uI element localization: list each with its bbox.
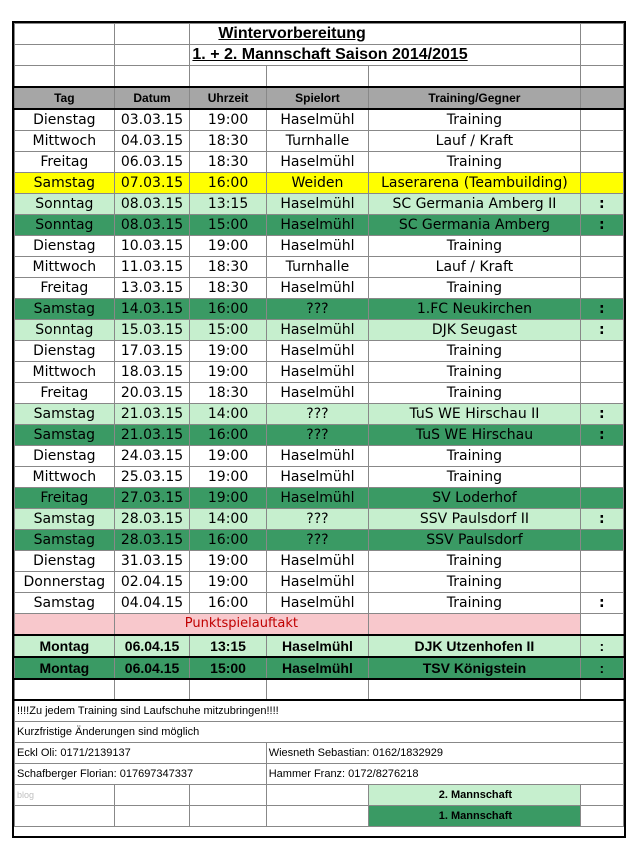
mark-cell bbox=[580, 361, 623, 382]
day-cell: Samstag bbox=[15, 403, 115, 424]
date-cell: 25.03.15 bbox=[114, 466, 190, 487]
venue-cell: ??? bbox=[266, 298, 368, 319]
date-cell: 02.04.15 bbox=[114, 571, 190, 592]
opponent-cell: SV Loderhof bbox=[369, 487, 581, 508]
punktspiel-pad bbox=[369, 613, 581, 635]
day-cell: Sonntag bbox=[15, 214, 115, 235]
time-cell: 16:00 bbox=[190, 298, 266, 319]
date-cell: 06.04.15 bbox=[114, 635, 190, 657]
mark-cell bbox=[580, 256, 623, 277]
venue-cell: Haselmühl bbox=[266, 151, 368, 172]
mark-cell bbox=[580, 445, 623, 466]
time-cell: 14:00 bbox=[190, 403, 266, 424]
day-cell: Sonntag bbox=[15, 319, 115, 340]
contact-hammer: Hammer Franz: 0172/8276218 bbox=[266, 763, 623, 784]
date-cell: 06.04.15 bbox=[114, 657, 190, 679]
date-cell: 08.03.15 bbox=[114, 214, 190, 235]
schedule-row bbox=[15, 487, 624, 508]
day-cell: Dienstag bbox=[15, 235, 115, 256]
schedule-row bbox=[15, 193, 624, 214]
contact-eckl: Eckl Oli: 0171/2139137 bbox=[15, 742, 267, 763]
schedule-row bbox=[15, 529, 624, 550]
legend-row bbox=[15, 805, 624, 826]
time-cell: 18:30 bbox=[190, 151, 266, 172]
opponent-cell: TuS WE Hirschau bbox=[369, 424, 581, 445]
venue-cell: Haselmühl bbox=[266, 382, 368, 403]
opponent-cell: Training bbox=[369, 340, 581, 361]
venue-cell: Haselmühl bbox=[266, 277, 368, 298]
punktspiel-pad bbox=[15, 613, 115, 635]
venue-cell: Haselmühl bbox=[266, 487, 368, 508]
venue-cell: Haselmühl bbox=[266, 635, 368, 657]
mark-cell: : bbox=[580, 657, 623, 679]
date-cell: 07.03.15 bbox=[114, 172, 190, 193]
date-cell: 06.03.15 bbox=[114, 151, 190, 172]
schedule-row bbox=[15, 361, 624, 382]
opponent-cell: Training bbox=[369, 382, 581, 403]
mark-cell: : bbox=[580, 424, 623, 445]
schedule-row bbox=[15, 424, 624, 445]
venue-cell: Turnhalle bbox=[266, 130, 368, 151]
date-cell: 03.03.15 bbox=[114, 109, 190, 131]
time-cell: 16:00 bbox=[190, 424, 266, 445]
day-cell: Samstag bbox=[15, 298, 115, 319]
date-cell: 20.03.15 bbox=[114, 382, 190, 403]
contact-wiesneth: Wiesneth Sebastian: 0162/1832929 bbox=[266, 742, 623, 763]
venue-cell: Haselmühl bbox=[266, 109, 368, 131]
venue-cell: ??? bbox=[266, 508, 368, 529]
opponent-cell: TuS WE Hirschau II bbox=[369, 403, 581, 424]
date-cell: 04.04.15 bbox=[114, 592, 190, 613]
time-cell: 15:00 bbox=[190, 214, 266, 235]
time-cell: 16:00 bbox=[190, 592, 266, 613]
schedule-row bbox=[15, 403, 624, 424]
venue-cell: Haselmühl bbox=[266, 193, 368, 214]
opponent-cell: SSV Paulsdorf II bbox=[369, 508, 581, 529]
venue-cell: Turnhalle bbox=[266, 256, 368, 277]
day-cell: Samstag bbox=[15, 529, 115, 550]
venue-cell: ??? bbox=[266, 529, 368, 550]
punktspiel-pad bbox=[580, 613, 623, 635]
day-cell: Samstag bbox=[15, 424, 115, 445]
time-cell: 15:00 bbox=[190, 319, 266, 340]
day-cell: Freitag bbox=[15, 487, 115, 508]
opponent-cell: SSV Paulsdorf bbox=[369, 529, 581, 550]
date-cell: 10.03.15 bbox=[114, 235, 190, 256]
opponent-cell: Laserarena (Teambuilding) bbox=[369, 172, 581, 193]
changes-note: Kurzfristige Änderungen sind möglich bbox=[15, 721, 624, 742]
schedule-row bbox=[15, 298, 624, 319]
opponent-cell: Training bbox=[369, 151, 581, 172]
day-cell: Freitag bbox=[15, 151, 115, 172]
venue-cell: Haselmühl bbox=[266, 340, 368, 361]
opponent-cell: SC Germania Amberg bbox=[369, 214, 581, 235]
schedule-row bbox=[15, 571, 624, 592]
day-cell: Sonntag bbox=[15, 193, 115, 214]
venue-cell: Haselmühl bbox=[266, 214, 368, 235]
venue-cell: Haselmühl bbox=[266, 571, 368, 592]
header-datum: Datum bbox=[114, 87, 190, 109]
season-row bbox=[15, 657, 624, 679]
header-row bbox=[15, 87, 624, 109]
date-cell: 18.03.15 bbox=[114, 361, 190, 382]
title-line-1: Wintervorbereitung bbox=[190, 24, 580, 45]
schedule-row bbox=[15, 277, 624, 298]
date-cell: 21.03.15 bbox=[114, 424, 190, 445]
legend-row bbox=[15, 784, 624, 805]
day-cell: Dienstag bbox=[15, 340, 115, 361]
day-cell: Montag bbox=[15, 657, 115, 679]
schedule-row bbox=[15, 109, 624, 131]
mark-cell bbox=[580, 487, 623, 508]
opponent-cell: Training bbox=[369, 445, 581, 466]
venue-cell: Haselmühl bbox=[266, 319, 368, 340]
time-cell: 14:00 bbox=[190, 508, 266, 529]
mark-cell: : bbox=[580, 193, 623, 214]
opponent-cell: DJK Utzenhofen II bbox=[369, 635, 581, 657]
opponent-cell: Training bbox=[369, 361, 581, 382]
mark-cell bbox=[580, 550, 623, 571]
mark-cell bbox=[580, 529, 623, 550]
mark-cell: : bbox=[580, 298, 623, 319]
opponent-cell: DJK Seugast bbox=[369, 319, 581, 340]
title-row-2 bbox=[15, 45, 624, 66]
day-cell: Donnerstag bbox=[15, 571, 115, 592]
time-cell: 19:00 bbox=[190, 550, 266, 571]
schedule-row bbox=[15, 382, 624, 403]
schedule-row bbox=[15, 508, 624, 529]
mark-cell bbox=[580, 340, 623, 361]
schedule-row bbox=[15, 151, 624, 172]
time-cell: 18:30 bbox=[190, 382, 266, 403]
opponent-cell: Training bbox=[369, 109, 581, 131]
opponent-cell: Training bbox=[369, 571, 581, 592]
time-cell: 16:00 bbox=[190, 529, 266, 550]
day-cell: Dienstag bbox=[15, 550, 115, 571]
mark-cell bbox=[580, 382, 623, 403]
day-cell: Mittwoch bbox=[15, 466, 115, 487]
header-gegner: Training/Gegner bbox=[369, 87, 581, 109]
schedule-row bbox=[15, 130, 624, 151]
opponent-cell: Training bbox=[369, 550, 581, 571]
schedule-table bbox=[14, 23, 624, 827]
shoes-note: !!!!Zu jedem Training sind Laufschuhe mitzubringen!!!! bbox=[15, 700, 624, 722]
venue-cell: Haselmühl bbox=[266, 235, 368, 256]
venue-cell: Haselmühl bbox=[266, 466, 368, 487]
schedule-row bbox=[15, 235, 624, 256]
header-tag: Tag bbox=[15, 87, 115, 109]
mark-cell bbox=[580, 466, 623, 487]
date-cell: 13.03.15 bbox=[114, 277, 190, 298]
time-cell: 19:00 bbox=[190, 109, 266, 131]
time-cell: 18:30 bbox=[190, 256, 266, 277]
legend-second-team: 2. Mannschaft bbox=[369, 784, 581, 805]
time-cell: 15:00 bbox=[190, 657, 266, 679]
note-row bbox=[15, 763, 624, 784]
date-cell: 27.03.15 bbox=[114, 487, 190, 508]
schedule-row bbox=[15, 445, 624, 466]
spacer-row bbox=[15, 679, 624, 700]
header-uhrzeit: Uhrzeit bbox=[190, 87, 266, 109]
mark-cell bbox=[580, 277, 623, 298]
mark-cell bbox=[580, 172, 623, 193]
mark-cell: : bbox=[580, 319, 623, 340]
time-cell: 18:30 bbox=[190, 130, 266, 151]
time-cell: 13:15 bbox=[190, 193, 266, 214]
opponent-cell: SC Germania Amberg II bbox=[369, 193, 581, 214]
mark-cell bbox=[580, 571, 623, 592]
opponent-cell: Training bbox=[369, 277, 581, 298]
date-cell: 24.03.15 bbox=[114, 445, 190, 466]
mark-cell: : bbox=[580, 214, 623, 235]
schedule-row bbox=[15, 592, 624, 613]
day-cell: Dienstag bbox=[15, 109, 115, 131]
punktspiel-label: Punktspielauftakt bbox=[114, 613, 369, 635]
schedule-row bbox=[15, 550, 624, 571]
day-cell: Samstag bbox=[15, 592, 115, 613]
time-cell: 16:00 bbox=[190, 172, 266, 193]
time-cell: 19:00 bbox=[190, 340, 266, 361]
note-row bbox=[15, 700, 624, 722]
venue-cell: Haselmühl bbox=[266, 550, 368, 571]
venue-cell: ??? bbox=[266, 403, 368, 424]
venue-cell: Haselmühl bbox=[266, 361, 368, 382]
note-row bbox=[15, 742, 624, 763]
time-cell: 19:00 bbox=[190, 235, 266, 256]
day-cell: Montag bbox=[15, 635, 115, 657]
mark-cell bbox=[580, 151, 623, 172]
day-cell: Samstag bbox=[15, 172, 115, 193]
mark-cell bbox=[580, 130, 623, 151]
venue-cell: ??? bbox=[266, 424, 368, 445]
schedule-row bbox=[15, 466, 624, 487]
date-cell: 17.03.15 bbox=[114, 340, 190, 361]
header-spielort: Spielort bbox=[266, 87, 368, 109]
schedule-row bbox=[15, 172, 624, 193]
time-cell: 13:15 bbox=[190, 635, 266, 657]
schedule-sheet bbox=[12, 21, 626, 838]
punktspiel-row bbox=[15, 613, 624, 635]
spacer-row bbox=[15, 66, 624, 87]
date-cell: 15.03.15 bbox=[114, 319, 190, 340]
season-row bbox=[15, 635, 624, 657]
contact-schafberger: Schafberger Florian: 017697347337 bbox=[15, 763, 267, 784]
opponent-cell: Lauf / Kraft bbox=[369, 256, 581, 277]
day-cell: Freitag bbox=[15, 382, 115, 403]
time-cell: 19:00 bbox=[190, 466, 266, 487]
day-cell: Freitag bbox=[15, 277, 115, 298]
day-cell: Mittwoch bbox=[15, 256, 115, 277]
date-cell: 31.03.15 bbox=[114, 550, 190, 571]
date-cell: 11.03.15 bbox=[114, 256, 190, 277]
date-cell: 21.03.15 bbox=[114, 403, 190, 424]
venue-cell: Haselmühl bbox=[266, 657, 368, 679]
mark-cell: : bbox=[580, 635, 623, 657]
mark-cell: : bbox=[580, 403, 623, 424]
title-row-1 bbox=[15, 24, 624, 45]
note-row bbox=[15, 721, 624, 742]
opponent-cell: Training bbox=[369, 466, 581, 487]
opponent-cell: 1.FC Neukirchen bbox=[369, 298, 581, 319]
day-cell: Samstag bbox=[15, 508, 115, 529]
legend-first-team: 1. Mannschaft bbox=[369, 805, 581, 826]
date-cell: 04.03.15 bbox=[114, 130, 190, 151]
time-cell: 18:30 bbox=[190, 277, 266, 298]
header-empty bbox=[580, 87, 623, 109]
mark-cell: : bbox=[580, 592, 623, 613]
date-cell: 28.03.15 bbox=[114, 529, 190, 550]
venue-cell: Haselmühl bbox=[266, 592, 368, 613]
schedule-row bbox=[15, 256, 624, 277]
mark-cell: : bbox=[580, 508, 623, 529]
date-cell: 14.03.15 bbox=[114, 298, 190, 319]
date-cell: 28.03.15 bbox=[114, 508, 190, 529]
schedule-row bbox=[15, 340, 624, 361]
mark-cell bbox=[580, 109, 623, 131]
time-cell: 19:00 bbox=[190, 445, 266, 466]
date-cell: 08.03.15 bbox=[114, 193, 190, 214]
opponent-cell: Training bbox=[369, 235, 581, 256]
schedule-row bbox=[15, 319, 624, 340]
title-line-2: 1. + 2. Mannschaft Saison 2014/2015 bbox=[190, 45, 580, 66]
opponent-cell: Lauf / Kraft bbox=[369, 130, 581, 151]
mark-cell bbox=[580, 235, 623, 256]
venue-cell: Haselmühl bbox=[266, 445, 368, 466]
opponent-cell: TSV Königstein bbox=[369, 657, 581, 679]
time-cell: 19:00 bbox=[190, 487, 266, 508]
time-cell: 19:00 bbox=[190, 361, 266, 382]
time-cell: 19:00 bbox=[190, 571, 266, 592]
opponent-cell: Training bbox=[369, 592, 581, 613]
day-cell: Mittwoch bbox=[15, 130, 115, 151]
watermark: blog bbox=[15, 784, 115, 805]
schedule-row bbox=[15, 214, 624, 235]
venue-cell: Weiden bbox=[266, 172, 368, 193]
day-cell: Dienstag bbox=[15, 445, 115, 466]
day-cell: Mittwoch bbox=[15, 361, 115, 382]
